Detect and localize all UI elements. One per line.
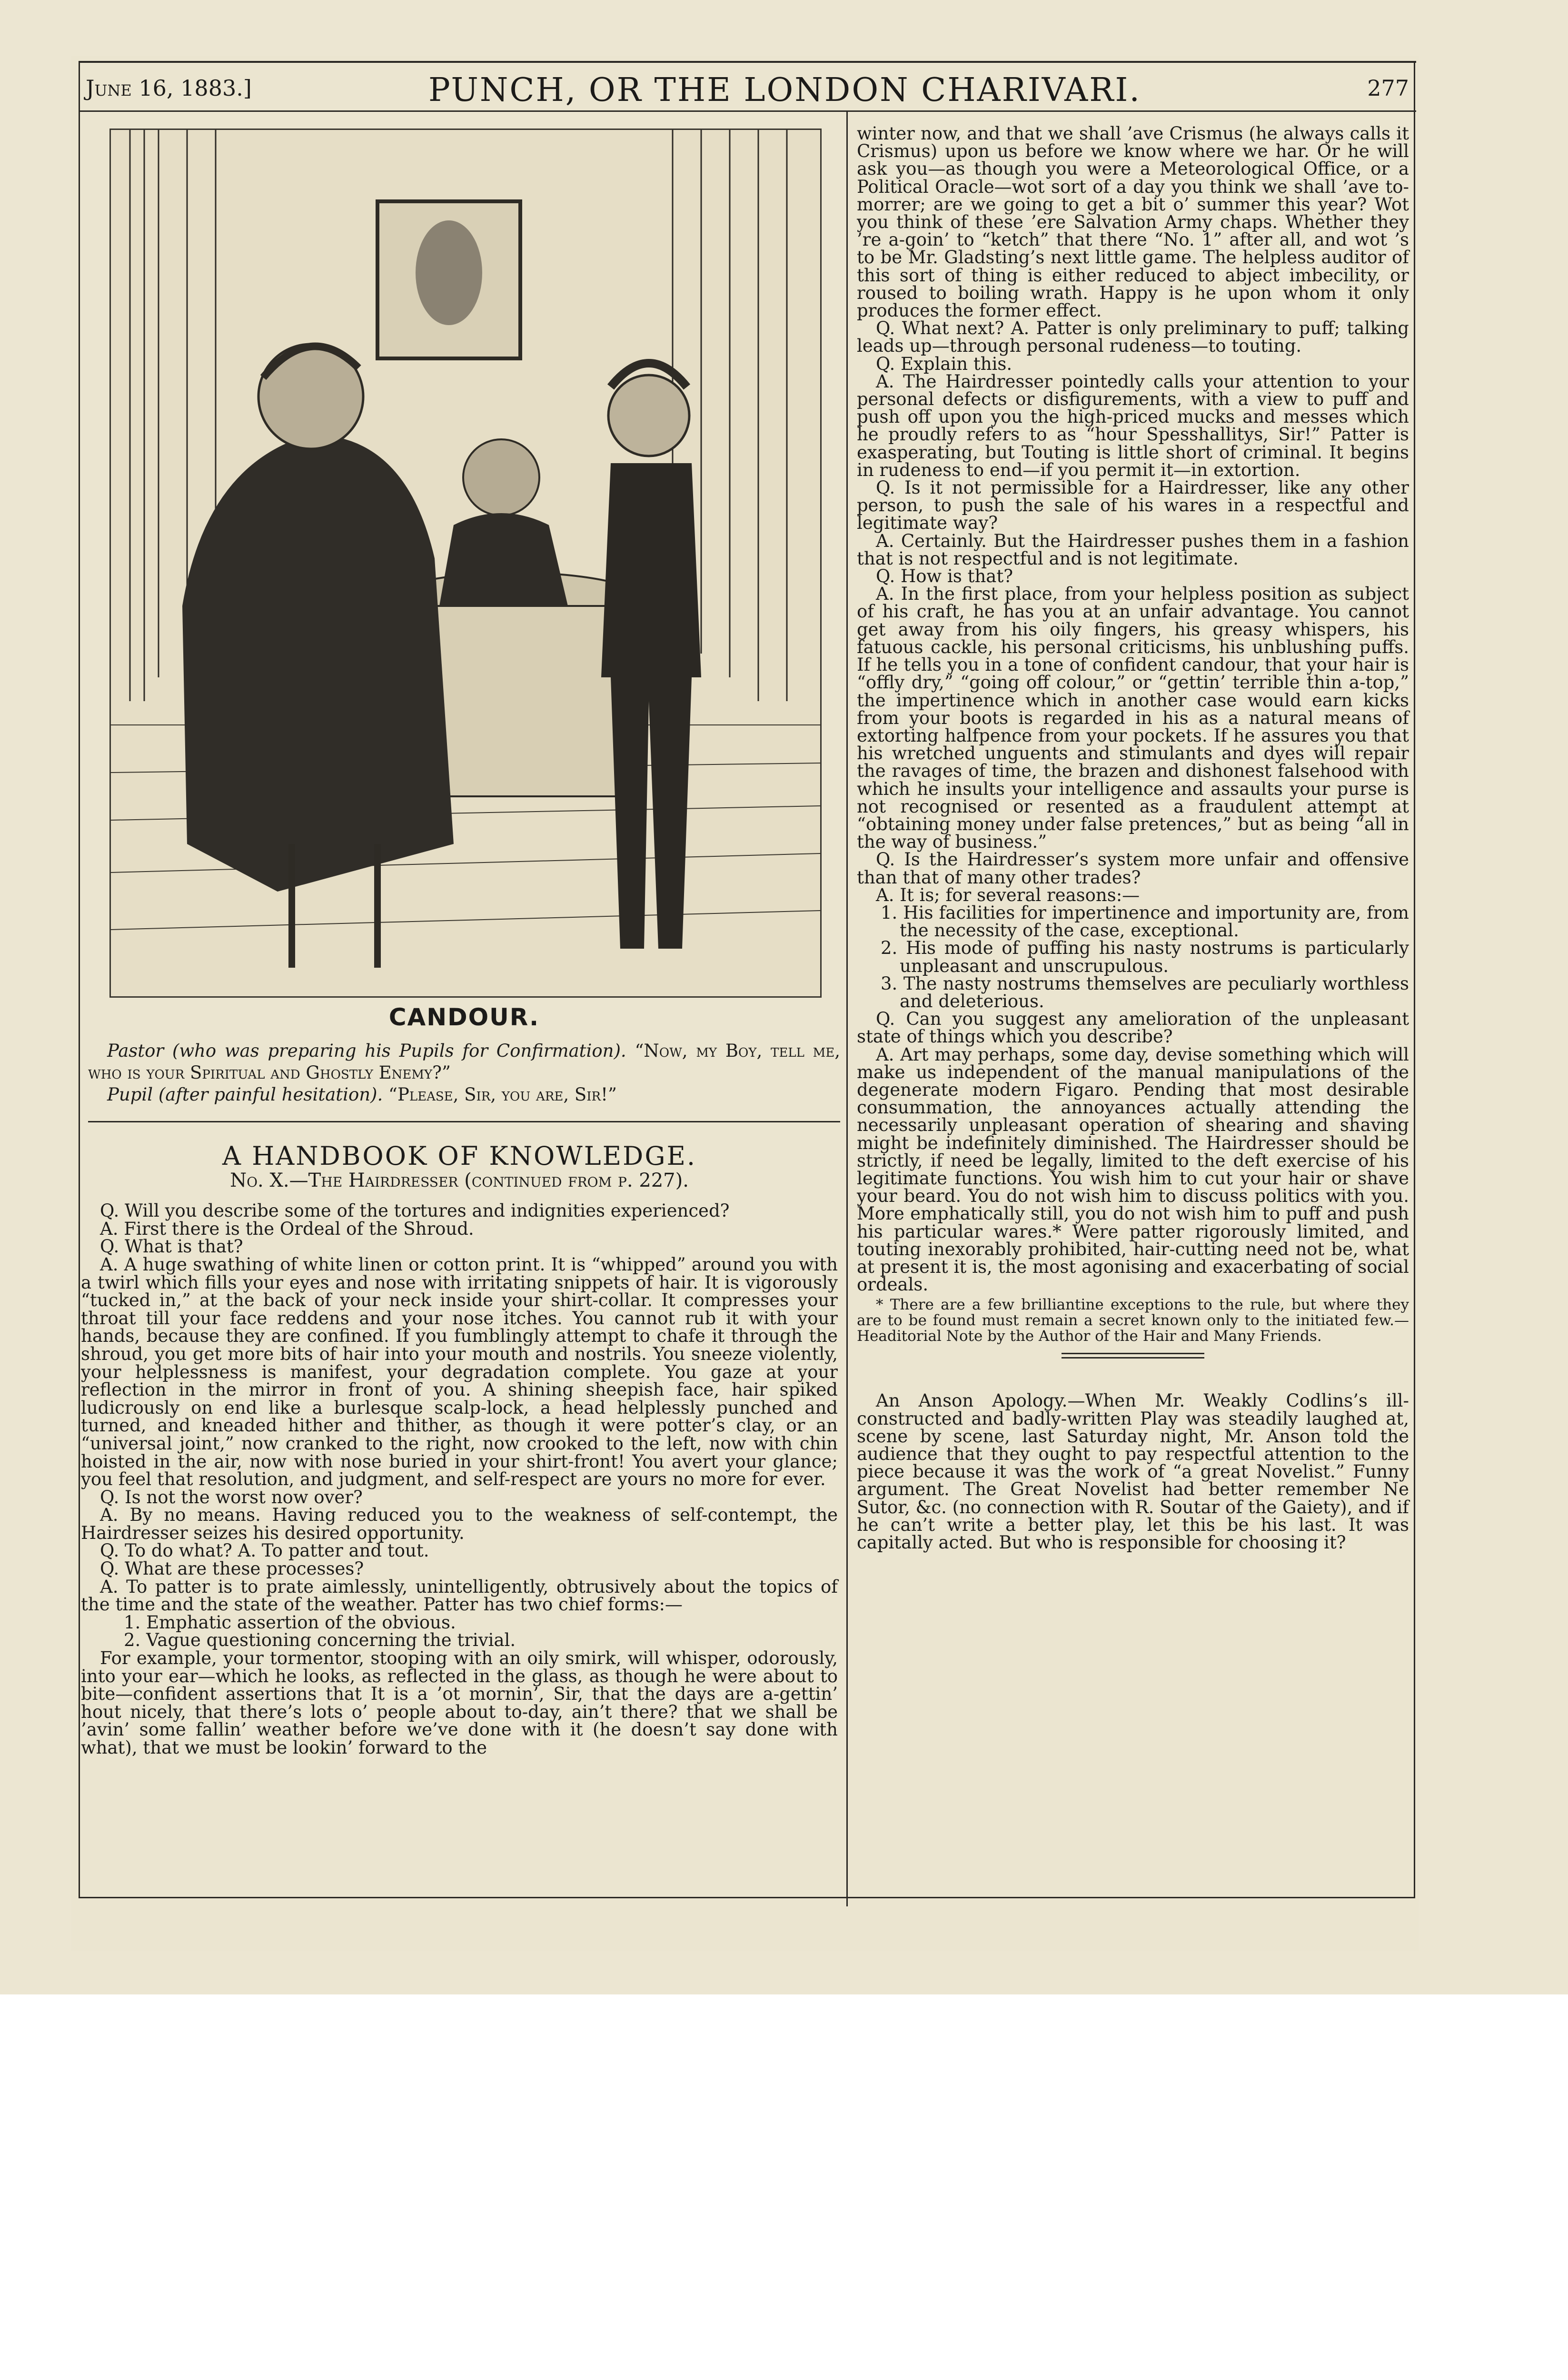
page-bottom-rule <box>79 1897 1415 1898</box>
article-paragraph: Q. What next? A. Patter is only preliminary to puff; talking leads up—through personal rudeness—to touting. <box>857 318 1409 357</box>
article-heading: A HANDBOOK OF KNOWLEDGE. <box>222 1141 697 1171</box>
list-item: 2. Vague questioning concerning the trivial. <box>124 1630 516 1651</box>
caption-speaker-pupil: Pupil <box>107 1084 153 1105</box>
issue-date: June 16, 1883.] <box>86 75 252 101</box>
article-paragraph: Q. What are these processes? <box>100 1558 364 1579</box>
article-paragraph: A. Certainly. But the Hairdresser pushes them in a fashion that is not respectful and is not legitimate. <box>857 530 1409 569</box>
header-bottom-rule <box>79 110 1416 112</box>
article-paragraph: A. Art may perhaps, some day, devise something which will make us independent of the manual manipulations of the degenerate modern Figaro. Pending that most desirable consummation, the annoyances actually attending the necessarily unpleasant operation of shearing and shaving might be indefinitely diminished. The Hairdresser should be strictly, if need be legally, limited to the deft exercise of his legitimate functions. You wish him to cut your hair or shave your beard. You do not wish him to discuss politics with you. More emphatically still, you do not wish him to puff and push his particular wares.* Were patter rigorously limited, and touting inexorably prohibited, hair-cutting need not be, what at present it is, the most agonising and exacerbating of social ordeals. <box>857 1044 1409 1295</box>
column-divider <box>846 112 848 1906</box>
footnote: * There are a few brilliantine exceptions to the rule, but where they are to be found must remain a secret known only to the initiated few.—Headitorial Note by the Author of the Hair and Many Friends. <box>857 1296 1409 1345</box>
article-paragraph: For example, your tormentor, stooping with an oily smirk, will whisper, odorously, into your ear—which he looks, as reflected in the glass, as though he were about to bite—confident assertions that It is a ’ot mornin’, Sir, that the days are a-gettin’ hout nicely, that there’s lots o’ people about to-day, ain’t there? that we shall be ’avin’ some fallin’ weather before we’ve done with it (he doesn’t say done with what), that we must be lookin’ forward to the <box>81 1648 838 1758</box>
article-paragraph: A. It is; for several reasons:— <box>876 884 1140 905</box>
article-paragraph: Q. Is it not permissible for a Hairdresser, like any other person, to push the sale of his wares in a respectful and legitimate way? <box>857 477 1409 534</box>
article-paragraph: Q. Explain this. <box>876 353 1012 374</box>
page-left-rule <box>79 61 80 1898</box>
article-paragraph: A. A huge swathing of white linen or cotton print. It is “whipped” around you with a twirl which fills your eyes and nose with irritating snippets of hair. It is vigorously “tucked in,” at the back of your neck inside your shirt-collar. It compresses your throat till your face reddens and your nose itches. You cannot rub it with your hands, because they are confined. If you fumblingly attempt to chafe it through the shroud, you get more bits of hair into your mouth and nostrils. You sneeze violently, your helplessness is manifest, your degradation complete. You gaze at your reflection in the mirror in front of you. A shining sheepish face, hair spiked ludicrously on end like a burlesque scalp-lock, a head helplessly punched and turned, and kneaded hither and thither, as though it were potter’s clay, or an “universal joint,” now cranked to the right, now crooked to the left, now with chin hoisted in the air, now with nose buried in your shirt-front! You avert your glance; you feel that resolution, and judgment, and self-respect are yours no more for ever. <box>81 1254 838 1490</box>
article-paragraph: Q. Is the Hairdresser’s system more unfair and offensive than that of many other trades? <box>857 849 1409 888</box>
article-paragraph: Q. To do what? A. To patter and tout. <box>100 1540 429 1561</box>
digitization-footer <box>0 1994 1568 2127</box>
caption-speech-pupil: “Please, Sir, you are, Sir!” <box>388 1084 617 1105</box>
cartoon-caption <box>88 1040 840 1106</box>
page-right-rule <box>1414 61 1415 1898</box>
footnote-rule <box>1062 1353 1204 1354</box>
caption-speech-pastor: “Now, my Boy, tell me, who is your Spiritual and Ghostly Enemy?” <box>88 1041 841 1083</box>
anson-paragraph: An Anson Apology.—When Mr. Weakly Codlins’s ill-constructed and badly-written Play was steadily laughed at, scene by scene, last Saturday night, Mr. Anson told the audience that they ought to pay respectful attention to the piece because it was the work of “a great Novelist.” Funny argument. The Great Novelist had better remember Ne Sutor, &c. (no connection with R. Soutar of the Gaiety), and if he can’t write a better play, let this be his last. It was capitally acted. But who is responsible for choosing it? <box>857 1390 1409 1553</box>
article-paragraph: Q. Is not the worst now over? <box>100 1487 363 1507</box>
list-item: 2. His mode of puffing his nasty nostrums is particularly unpleasant and unscrupulous. <box>881 938 1409 976</box>
caption-speaker-pastor: Pastor <box>107 1041 164 1061</box>
article-paragraph: Q. Will you describe some of the tortures and indignities experienced? <box>100 1200 730 1221</box>
article-paragraph: Q. Can you suggest any amelioration of the unpleasant state of things which you describe? <box>857 1009 1409 1047</box>
section-separator <box>88 1121 840 1122</box>
cartoon-title: CANDOUR. <box>388 1003 540 1031</box>
caption-note-pastor: (who was preparing his Pupils for Confirmation). <box>172 1041 626 1061</box>
article-subheading: No. X.—The Hairdresser (continued from p. 227). <box>230 1169 689 1191</box>
caption-note-pupil: (after painful hesitation). <box>158 1084 383 1105</box>
periodical-title: PUNCH, OR THE LONDON CHARIVARI. <box>428 71 1141 109</box>
article-paragraph: A. To patter is to prate aimlessly, unintelligently, obtrusively about the topics of the time and the state of the weather. Patter has two chief forms:— <box>81 1576 838 1615</box>
article-paragraph: A. By no means. Having reduced you to the weakness of self-contempt, the Hairdresser seizes his desired opportunity. <box>81 1505 838 1543</box>
article-left-column <box>81 1141 838 1758</box>
article-paragraph: A. The Hairdresser pointedly calls your attention to your personal defects or disfigurements, with a view to puff and push off upon you the high-priced mucks and messes which he proudly refers to as “hour Spesshallitys, Sir!” Patter is exasperating, but Touting is little short of criminal. It begins in rudeness to end—if you permit it—in extortion. <box>857 371 1409 480</box>
engraving-drawing <box>111 130 820 996</box>
page-number: 277 <box>1367 75 1409 101</box>
caption-line-pupil <box>88 1084 840 1106</box>
footnote-rule <box>1062 1357 1204 1359</box>
article-paragraph: Q. How is that? <box>876 566 1013 587</box>
caption-line-pastor <box>88 1040 840 1084</box>
article-paragraph: A. First there is the Ordeal of the Shroud. <box>100 1218 474 1239</box>
list-item: 1. His facilities for impertinence and importunity are, from the necessity of the case, exceptional. <box>881 902 1409 941</box>
article-paragraph: winter now, and that we shall ’ave Crismus (he always calls it Crismus) upon us before we know where we har. Or he will ask you—as though you were a Meteorological Office, or a Political Oracle—wot sort of a day you think we shall ’ave to-morrer; are we going to get a bit o’ summer this year? Wot you think of these ’ere Salvation Army chaps. Whether they ’re a-goin’ to “ketch” that there “No. 1” after all, and wot ’s to be Mr. Gladsting’s next little game. The helpless auditor of this sort of thing is either reduced to abject imbecility, or roused to boiling wrath. Happy is he upon whom it only produces the former effect. <box>857 123 1409 321</box>
article-paragraph: Q. What is that? <box>100 1236 243 1257</box>
header-top-rule <box>79 61 1416 63</box>
cartoon-illustration <box>109 129 822 998</box>
article-right-column <box>857 125 1409 1551</box>
list-item: 3. The nasty nostrums themselves are peculiarly worthless and deleterious. <box>881 973 1409 1012</box>
running-header <box>86 71 1409 109</box>
list-item: 1. Emphatic assertion of the obvious. <box>124 1612 456 1633</box>
article-paragraph: A. In the first place, from your helpless position as subject of his craft, he has you at an unfair advantage. You cannot get away from his oily fingers, his greasy whispers, his fatuous cackle, his personal criticisms, his unblushing puffs. If he tells you in a tone of confident candour, that your hair is “offly dry,” “going off colour,” or “gettin’ terrible thin a-top,” the impertinence which in another case would earn kicks from your boots is regarded in his as a natural means of extorting halfpence from your pockets. If he assures you that his wretched unguents and stimulants and dyes will repair the ravages of time, the brazen and dishonest falsehood with which he insults your intelligence and assaults your purse is not recognised or resented as a fraudulent attempt at “obtaining money under false pretences,” but as being “all in the way of business.” <box>857 584 1409 853</box>
